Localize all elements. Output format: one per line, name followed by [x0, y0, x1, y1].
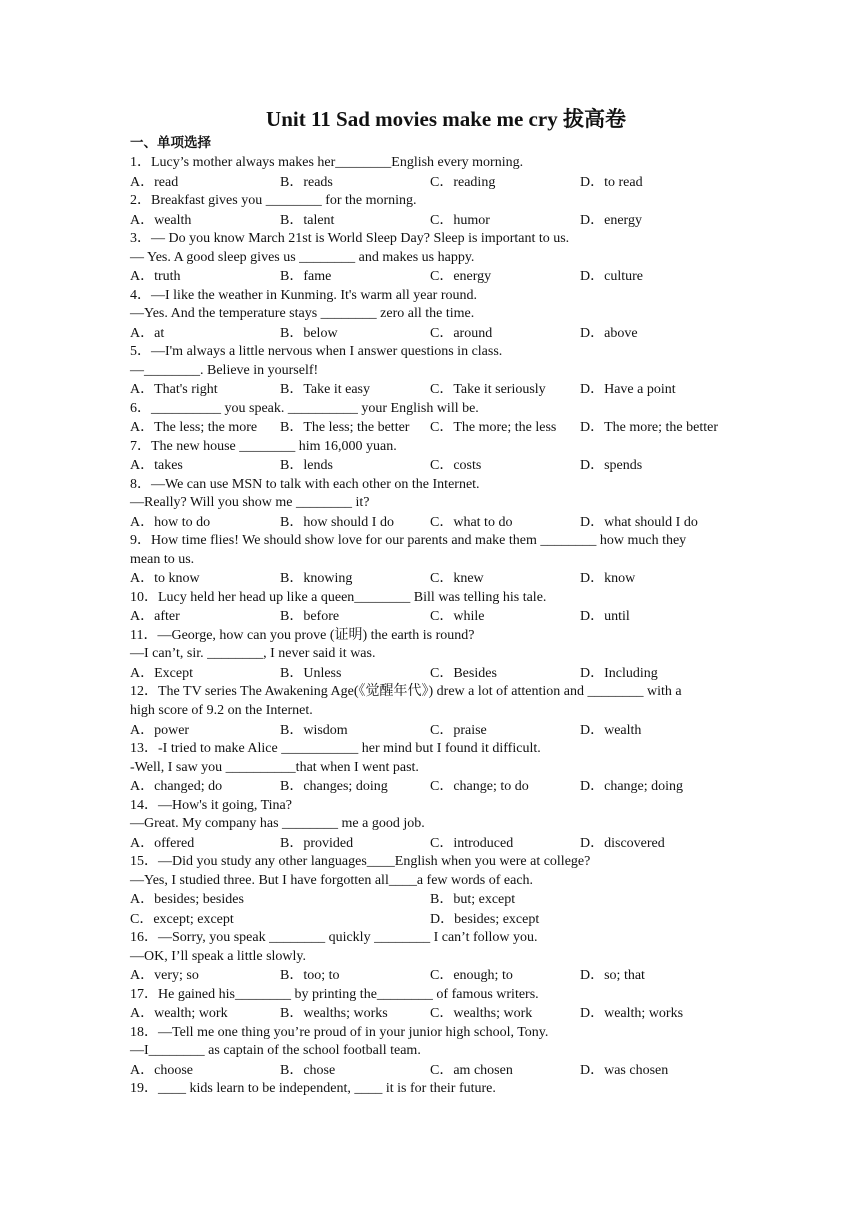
question-11 — [130, 627, 740, 684]
question-text: —Really? Will you show me ________ it? — [130, 495, 370, 511]
question-5 — [130, 343, 740, 400]
option-a: A．very; so — [130, 968, 199, 984]
option-a: A．takes — [130, 458, 183, 474]
option-b: B．but; except — [430, 892, 516, 908]
options-row — [130, 456, 740, 475]
question-text: 9．How time flies! We should show love for our parents and make them ________ how much they — [130, 533, 687, 549]
question-text: 18．—Tell me one thing you’re proud of in your junior high school, Tony. — [130, 1024, 549, 1040]
question-text: —OK, I’ll speak a little slowly. — [130, 948, 307, 964]
option-c: C．praise — [430, 722, 487, 738]
option-c: C．costs — [430, 458, 482, 474]
question-text: 1．Lucy’s mother always makes her________English every morning. — [130, 155, 524, 170]
option-d: D．besides; except — [430, 911, 540, 927]
question-15 — [130, 853, 740, 929]
question-text: 7．The new house ________ him 16,000 yuan. — [130, 438, 397, 454]
question-text: high score of 9.2 on the Internet. — [130, 702, 313, 718]
option-d: D．until — [580, 609, 630, 625]
option-a: A．power — [130, 722, 190, 738]
option-d: D．to read — [580, 174, 643, 190]
question-text: 5．—I'm always a little nervous when I answer questions in class. — [130, 344, 503, 360]
question-text: —Yes, I studied three. But I have forgotten all____a few words of each. — [130, 872, 534, 888]
option-c: C．The more; the less — [430, 420, 557, 436]
options-row — [130, 721, 740, 740]
question-text: 11．—George, how can you prove (证明) the earth is round? — [130, 627, 475, 643]
option-a: A．read — [130, 174, 179, 190]
option-d: D．energy — [580, 212, 642, 228]
option-b: B．knowing — [280, 571, 353, 587]
document-page — [130, 104, 740, 1099]
question-text: mean to us. — [130, 551, 195, 567]
question-text: —Great. My company has ________ me a good job. — [130, 816, 425, 832]
option-b: B．how should I do — [280, 514, 394, 530]
option-a: A．to know — [130, 571, 200, 587]
question-text: 10．Lucy held her head up like a queen________ Bill was telling his tale. — [130, 589, 547, 605]
question-text: 19．____ kids learn to be independent, ____ it is for their future. — [130, 1081, 496, 1097]
question-text: —Yes. And the temperature stays ________ zero all the time. — [130, 306, 475, 322]
question-6 — [130, 400, 740, 438]
option-d: D．change; doing — [580, 779, 684, 795]
options-row — [130, 1004, 740, 1023]
question-text: 2．Breakfast gives you ________ for the morning. — [130, 192, 417, 208]
question-text: 12．The TV series The Awakening Age(《觉醒年代》) drew a lot of attention and ________ with a — [130, 684, 682, 700]
question-text: 6．__________ you speak. __________ your English will be. — [130, 400, 479, 416]
option-a: A．besides; besides — [130, 892, 244, 908]
question-text: 17．He gained his________ by printing the________ of famous writers. — [130, 986, 539, 1002]
options-row — [130, 777, 740, 796]
options-row — [130, 910, 740, 929]
question-text: 13．-I tried to make Alice ___________ her mind but I found it difficult. — [130, 740, 541, 756]
option-c: C．reading — [430, 174, 496, 190]
option-c: C．energy — [430, 269, 492, 285]
option-b: B．Unless — [280, 666, 342, 681]
option-c: C．am chosen — [430, 1062, 513, 1078]
option-d: D．so; that — [580, 968, 645, 984]
question-12 — [130, 683, 740, 740]
option-b: B．wealths; works — [280, 1006, 388, 1022]
option-b: B．chose — [280, 1062, 336, 1078]
options-row — [130, 267, 740, 286]
option-c: C．Besides — [430, 666, 497, 681]
options-row — [130, 607, 740, 626]
option-c: C．Take it seriously — [430, 382, 546, 398]
options-row — [130, 890, 740, 909]
question-text: —I________ as captain of the school football team. — [130, 1043, 421, 1059]
question-18 — [130, 1024, 740, 1081]
options-row — [130, 664, 740, 683]
question-9 — [130, 532, 740, 589]
option-b: B．reads — [280, 174, 333, 190]
option-b: B．lends — [280, 458, 333, 474]
option-b: B．too; to — [280, 968, 340, 984]
question-2 — [130, 192, 740, 230]
options-row — [130, 834, 740, 853]
option-c: C．wealths; work — [430, 1006, 533, 1022]
question-7 — [130, 438, 740, 476]
option-d: D．discovered — [580, 835, 665, 851]
option-b: B．Take it easy — [280, 382, 370, 398]
question-16 — [130, 929, 740, 986]
option-c: C．around — [430, 325, 493, 341]
question-1 — [130, 154, 740, 192]
option-c: C．while — [430, 609, 485, 625]
option-a: A．after — [130, 609, 180, 625]
options-row — [130, 324, 740, 343]
option-a: A．offered — [130, 835, 195, 851]
option-d: D．what should I do — [580, 514, 698, 530]
option-b: B．provided — [280, 835, 354, 851]
page-title: Unit 11 Sad movies make me cry 拔高卷 — [266, 107, 626, 131]
option-d: D．above — [580, 325, 638, 341]
question-text: 4．—I like the weather in Kunming. It's warm all year round. — [130, 287, 477, 303]
option-b: B．below — [280, 325, 338, 341]
option-d: D．wealth — [580, 722, 642, 738]
option-d: D．spends — [580, 458, 643, 474]
option-b: B．before — [280, 609, 340, 625]
option-a: A．Except — [130, 666, 193, 681]
option-a: A．truth — [130, 269, 181, 285]
option-c: C．enough; to — [430, 968, 513, 984]
question-text: 15．—Did you study any other languages____English when you were at college? — [130, 854, 591, 870]
option-a: A．at — [130, 325, 165, 341]
question-text: —I can’t, sir. ________, I never said it was. — [130, 646, 376, 662]
question-17 — [130, 986, 740, 1024]
options-row — [130, 211, 740, 230]
question-text: 14．—How's it going, Tina? — [130, 797, 292, 813]
question-19 — [130, 1080, 740, 1099]
option-a: A．wealth; work — [130, 1006, 228, 1022]
option-d: D．wealth; works — [580, 1006, 684, 1022]
option-b: B．talent — [280, 212, 335, 228]
option-d: D．Have a point — [580, 382, 676, 398]
option-c: C．except; except — [130, 911, 234, 927]
options-row — [130, 966, 740, 985]
section-heading: 一、单项选择 — [130, 135, 211, 151]
question-text: —________. Believe in yourself! — [130, 362, 319, 378]
option-c: C．knew — [430, 571, 484, 587]
question-text: 8．—We can use MSN to talk with each other on the Internet. — [130, 476, 480, 492]
option-a: A．choose — [130, 1062, 193, 1078]
question-text: -Well, I saw you __________that when I went past. — [130, 759, 419, 775]
option-b: B．fame — [280, 269, 332, 285]
option-d: D．The more; the better — [580, 420, 719, 436]
question-8 — [130, 476, 740, 533]
option-c: C．what to do — [430, 514, 513, 530]
question-13 — [130, 740, 740, 797]
question-4 — [130, 287, 740, 344]
option-a: A．how to do — [130, 514, 211, 530]
option-a: A．wealth — [130, 212, 192, 228]
option-a: A．That's right — [130, 382, 218, 398]
options-row — [130, 173, 740, 192]
options-row — [130, 569, 740, 588]
option-a: A．The less; the more — [130, 420, 258, 436]
option-c: C．change; to do — [430, 779, 529, 795]
option-d: D．culture — [580, 269, 643, 285]
question-3 — [130, 230, 740, 287]
question-list — [130, 154, 740, 1099]
option-b: B．The less; the better — [280, 420, 410, 436]
question-text: 3．— Do you know March 21st is World Sleep Day? Sleep is important to us. — [130, 230, 570, 246]
question-14 — [130, 797, 740, 854]
option-c: C．humor — [430, 212, 490, 228]
options-row — [130, 513, 740, 532]
option-d: D．know — [580, 571, 636, 587]
option-b: B．wisdom — [280, 722, 348, 738]
option-d: D．Including — [580, 666, 658, 681]
question-text: 16．—Sorry, you speak ________ quickly ________ I can’t follow you. — [130, 930, 538, 946]
option-b: B．changes; doing — [280, 779, 388, 795]
option-c: C．introduced — [430, 835, 514, 851]
options-row — [130, 1061, 740, 1080]
option-a: A．changed; do — [130, 779, 223, 795]
option-d: D．was chosen — [580, 1062, 669, 1078]
question-10 — [130, 589, 740, 627]
options-row — [130, 418, 740, 437]
options-row — [130, 380, 740, 399]
question-text: — Yes. A good sleep gives us ________ and makes us happy. — [130, 249, 475, 265]
